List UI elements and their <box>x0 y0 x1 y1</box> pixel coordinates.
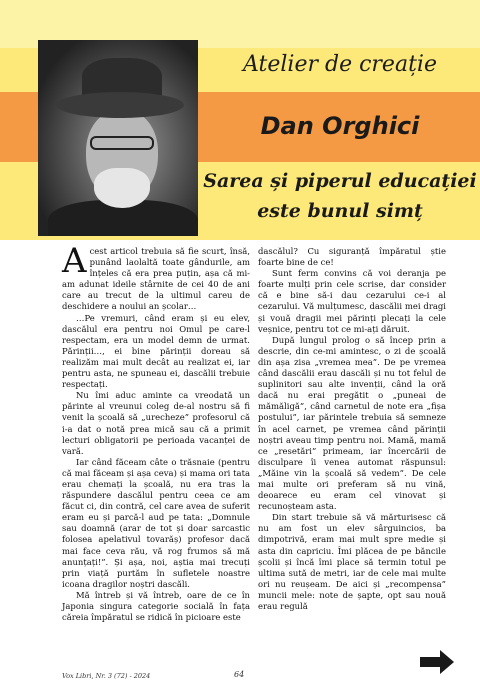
portrait-glasses <box>90 136 154 150</box>
drop-cap: A <box>62 241 87 281</box>
article-title-line-1: Sarea și piperul educației <box>203 170 477 192</box>
article-column-right <box>258 246 446 612</box>
author-portrait <box>38 40 198 236</box>
article-paragraph: Mă întreb și vă întreb, oare de ce în Japonia singura categorie socială în fața căreia împăratul se ridică în picioare este <box>62 589 250 623</box>
article-paragraph <box>62 241 250 313</box>
page-number: 64 <box>234 670 245 679</box>
article-paragraph: Din start trebuie să vă mărturisesc că nu am fost un elev sârguincios, ba dimpotrivă, eram mai mult spre medie și asta din capriciu. Îmi plăcea de pe băncile școlii și încă îmi place să termin totul pe ultima sută de metri, iar de cele mai multe ori nu reușeam. De aici și „recompensa” muncii mele: note de șapte, opt sau nouă erau regulă <box>258 512 446 611</box>
portrait-hat-brim <box>56 92 184 118</box>
author-name: Dan Orghici <box>260 112 420 140</box>
portrait-beard <box>94 168 150 208</box>
article-paragraph: Iar când făceam câte o trăsnaie (pentru că mai făceam și așa ceva) și mama ori tata erau chemați la școală, nu era tras la răspundere dascălul pentru ceea ce am făcut ci, din contră, cel care avea de suferit eram eu și parcă-l aud pe tata: „Domnule sau doamnă (arar de tot și doar sarcastic folosea apelativul tovarăș) profesor dacă mai face ceva rău, vă rog frumos să mă anunțați!”. Și așa, noi, aștia mai trecuți prin viață purtăm în sufletele noastre icoana dragilor noștri dascăli. <box>62 456 250 589</box>
article-paragraph: …Pe vremuri, când eram și eu elev, dascălul era pentru noi Omul pe care-l respectam, era un model demn de urmat. Părinții…, ei bine părinții doreau să realizăm mai mult decât au realizat ei, iar pentru asta, ne spuneau ei, dascălii trebuie respectați. <box>62 312 250 390</box>
article-title-line-2: este bunul simț <box>257 200 423 222</box>
arrow-right-icon[interactable] <box>420 650 454 674</box>
article-paragraph: dascălul? Cu siguranță împăratul știe foarte bine de ce! <box>258 246 446 268</box>
publication-info: Vox Libri, Nr. 3 (72) - 2024 <box>62 672 151 680</box>
article-column-left <box>62 241 250 623</box>
article-paragraph: Nu îmi aduc aminte ca vreodată un părinte al vreunui coleg de-al nostru să fi venit la școală să „urecheze” profesorul că i-a dat o notă prea mică sau că a primit lecturi obligatorii pe perioada vacanței de vară. <box>62 390 250 456</box>
paragraph-text: cest articol trebuia să fie scurt, însă, punând laolaltă toate gândurile, am înțeles că era prea puțin, așa că mi-am adunat ideile stârnite de cei 40 de ani care au trecut de la ultimul careu de deschidere a noului an școlar… <box>62 246 250 312</box>
article-paragraph: După lungul prolog o să încep prin a descrie, din ce-mi amintesc, o zi de școală din așa zisa „vremea mea”. De pe vremea când dascălii erau dascăli și nu tot felul de suplinitori sau alte invenții, când la oră dacă nu erai pregătit o „puneai de mămăligă”, când carnetul de note era „fișa postului”, iar părintele trebuia să semneze în acel carnet, pe vremea când părinții noștri aveau timp pentru noi. Mamă, mamă ce „resetări” primeam, iar încercării de disculpare îi venea automat răspunsul: „Măine vin la școală să vedem”. De cele mai multe ori preferam să nu vină, deoarece eu eram cel vinovat și recunoșteam asta. <box>258 334 446 512</box>
section-kicker: Atelier de creație <box>243 52 437 77</box>
article-paragraph: Sunt ferm convins că voi deranja pe foarte mulți prin cele scrise, dar consider că e bine să-i dau cezarului ce-i al cezarului. Vă mulțumesc, dascălii mei dragi și vouă dragii mei părinți plecați la cele veșnice, pentru tot ce mi-ați dăruit. <box>258 268 446 334</box>
